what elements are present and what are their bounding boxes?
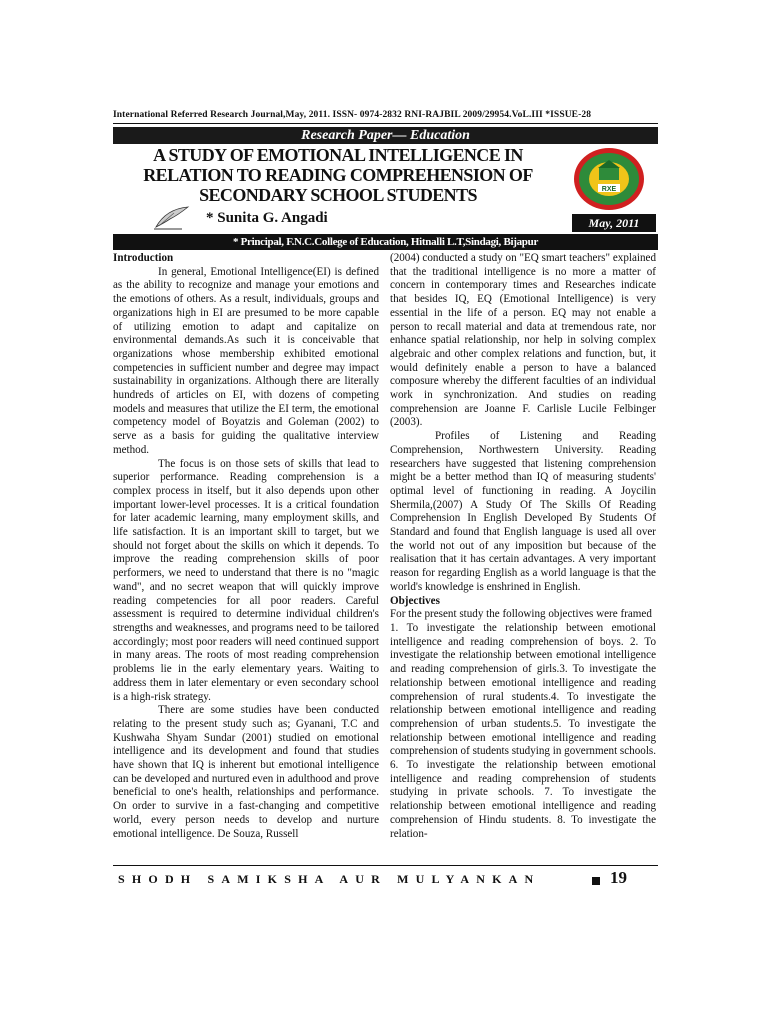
header-rule [113, 123, 658, 124]
footer-rule [113, 865, 658, 866]
seal-initials: RXE [601, 186, 617, 193]
right-column [390, 252, 656, 841]
objectives-list: 1. To investigate the relationship between emotional intelligence and reading comprehension of boys. 2. To investigate the relationship between emotional intelligence and reading comprehension of girls.3. To investigate the relationship between emotional intelligence and reading comprehension of rural students.4. To investigate the relationship between emotional intelligence and reading comprehension of urban students.5. To investigate the relationship between emotional intelligence and reading comprehension of students studying in government schools. 6. To investigate the relationship between emotional intelligence and reading comprehension of students studying in private schools. 7. To investigate the relationship between emotional intelligence and reading comprehension of Hindu students. 8. To investigate the relation- [390, 621, 656, 840]
intro-paragraph-3: There are some studies have been conducted relating to the present study such as; Gyanani, T.C and Kushwaha Shyam Sundar (2001) studied on emotional intelligence and its development and found that studies have shown that IQ is inherent but emotional intelligence can be developed and nurtured even in adulthood and prove beneficial to one's health, relationships and performance. On order to survive in a fast-changing and competitive world, every person needs to develop and nurture emotional intelligence. De Souza, Russell [113, 704, 379, 840]
author-affiliation: * Principal, F.N.C.College of Education, Hitnalli L.T,Sindagi, Bijapur [113, 234, 658, 250]
introduction-heading: Introduction [113, 252, 174, 264]
quill-icon [152, 205, 192, 231]
footer-journal-name: SHODH SAMIKSHA AUR MULYANKAN [118, 872, 541, 886]
journal-header: International Referred Research Journal,May, 2011. ISSN- 0974-2832 RNI-RAJBIL 2009/29954.VoL.III *ISSUE-28 [113, 110, 592, 120]
right-paragraph-1: (2004) conducted a study on "EQ smart teachers" explained that the traditional intelligence is no more a matter of concern in contemporary times and Researches indicate that besides IQ, EQ (Emotional Intelligence) is very essential in the life of a person. EQ may not enable a person to recall material and data at tremendous rate, nor enhance spatial relationship, nor help in solving complex algebraic and other complex relations and function, but, it would definitely enable a person to have a balanced composure whereby the different faculties of an individual work in synchronization. And studies on reading comprehension are Joanne F. Carlisle Lucile Felbinger (2003). [390, 252, 656, 429]
intro-paragraph-1: In general, Emotional Intelligence(EI) is defined as the ability to recognize and manage your emotions and the emotions of others. As a result, individuals, groups and organizations high in EI are presumed to be more capable of utilizing emotion to adapt and capitalize on environmental demands.As such it is conceivable that organizations whose membership exhibited emotional competencies in sufficient number and degree may impact sustainability in organizations. Although there are literally hundreds of articles on EI, with dozens of competing models and measures that utilize the EI term, the emotional competency model of Boyatzis and Goleman (2002) to serve as a basis for guiding the qualitative interview method. [113, 265, 379, 456]
title-line-2: RELATION TO READING COMPREHENSION OF [143, 165, 533, 185]
paper-title [113, 145, 563, 205]
university-seal-icon [572, 146, 646, 212]
left-column [113, 252, 379, 841]
page-footer [118, 868, 658, 887]
intro-paragraph-2: The focus is on those sets of skills that lead to superior performance. Reading comprehension is a complex process in itself, but it also depends upon other important lower-level processes. It is a critical foundation for later academic learning, many employment skills, and life satisfaction. It is an important skill to target, but we should not forget about the skills on which it depends. To improve the reading comprehension skills of poor performers, we need to understand that there is no "magic wand", and no secret weapon that will quickly improve reading competencies for all poor readers. Careful assessment is required to determine individual children's strengths and weaknesses, and programs need to be tailored accordingly; most poor readers will need continued support in many areas. The roots of most reading comprehension problems lie in the early elementary years. Waiting to address them in later elementary or even secondary school is a high-risk strategy. [113, 457, 379, 703]
title-line-3: SECONDARY SCHOOL STUDENTS [199, 185, 477, 205]
objectives-heading: Objectives [390, 594, 440, 607]
footer-square-icon [592, 877, 600, 885]
title-line-1: A STUDY OF EMOTIONAL INTELLIGENCE IN [153, 145, 523, 165]
section-label: Research Paper— Education [113, 127, 658, 144]
right-paragraph-2: Profiles of Listening and Reading Comprehension, Northwestern University. Reading researchers have suggested that listening comprehension might be a better method than IQ of measuring students' optimal level of functioning in reading. A Joycilin Shermila,(2007) A Study Of The Skills Of Reading Comprehension In English Developed By Students Of Standard and found that English language is used all over the world not out of any imposition but because of the realisation that it has certain advantages. A very important reason for regarding English as a world language is that the world's knowledge is enshrined in English. [390, 430, 656, 593]
author-name: * Sunita G. Angadi [206, 210, 328, 226]
page-number: 19 [610, 868, 627, 887]
objectives-intro: For the present study the following objectives were framed [390, 608, 652, 621]
publication-date: May, 2011 [572, 214, 656, 232]
